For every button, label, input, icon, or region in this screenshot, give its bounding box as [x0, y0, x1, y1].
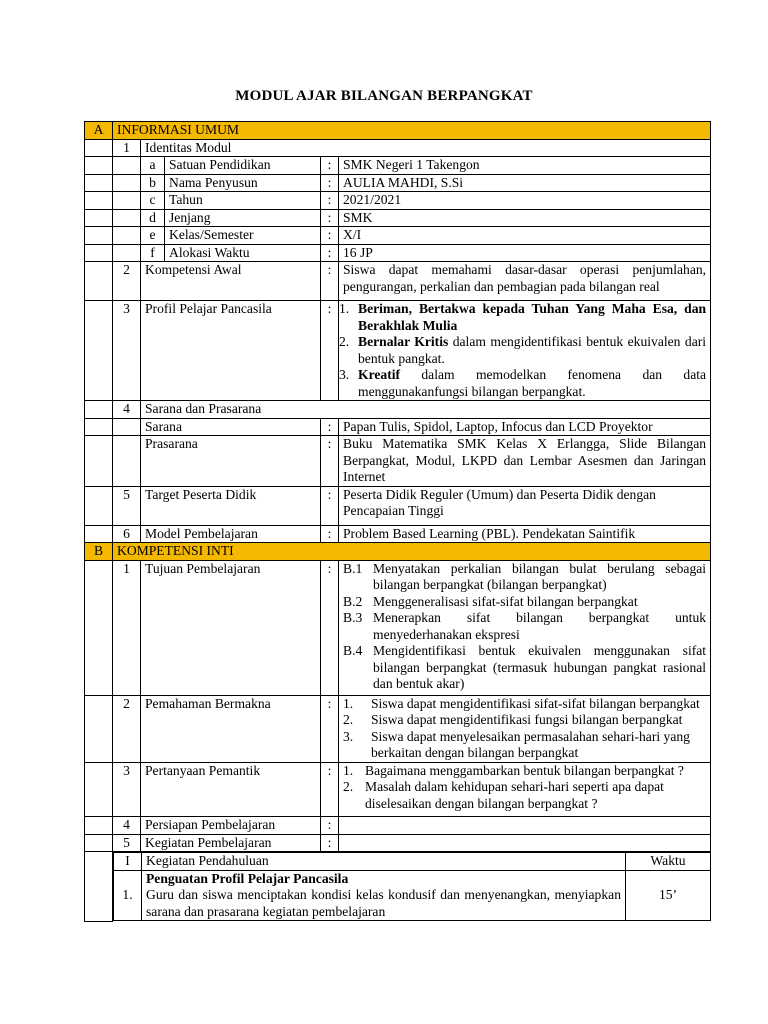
- row-label: Tujuan Pembelajaran: [141, 560, 321, 695]
- table-row: [85, 418, 711, 436]
- module-table: [84, 121, 711, 922]
- colon: :: [321, 486, 339, 525]
- identity-value: 2021/2021: [339, 192, 711, 210]
- row-label: Pemahaman Bermakna: [141, 695, 321, 762]
- colon: :: [321, 525, 339, 543]
- identity-label: Kelas/Semester: [165, 227, 321, 245]
- identity-row: [85, 209, 711, 227]
- table-row: [85, 817, 711, 835]
- colon: :: [321, 227, 339, 245]
- list-item: 3. Kreatif dalam memodelkan fenomena dan data menggunakanfungsi bilangan berpangkat.: [339, 367, 707, 399]
- list-item: 1. Beriman, Bertakwa kepada Tuhan Yang Maha Esa, dan Berakhlak Mulia: [339, 301, 707, 333]
- table-row: [85, 401, 711, 419]
- row-label: Kompetensi Awal: [141, 262, 321, 301]
- row-number: 3: [113, 762, 141, 817]
- target-value: Peserta Didik Reguler (Umum) dan Peserta Didik dengan Pencapaian Tinggi: [339, 486, 711, 525]
- identity-letter: d: [141, 209, 165, 227]
- activity-label: Kegiatan Pendahuluan: [142, 853, 626, 871]
- sarana-value: Papan Tulis, Spidol, Laptop, Infocus dan LCD Proyektor: [339, 418, 711, 436]
- identity-value: AULIA MAHDI, S.Si: [339, 174, 711, 192]
- table-row: [85, 852, 711, 922]
- sarana-label: Sarana: [141, 418, 321, 436]
- colon: :: [321, 436, 339, 487]
- activity-roman: I: [114, 853, 142, 871]
- identity-label: Alokasi Waktu: [165, 244, 321, 262]
- identity-row: [85, 157, 711, 175]
- activity-number: 1.: [114, 870, 142, 921]
- colon: :: [321, 209, 339, 227]
- list-item: 1. Siswa dapat mengidentifikasi sifat-sifat bilangan berpangkat: [343, 695, 700, 711]
- table-row: [85, 695, 711, 762]
- table-row: [85, 762, 711, 817]
- tujuan-list: [339, 560, 711, 695]
- row-number: 3: [113, 301, 141, 401]
- profil-list: [341, 301, 706, 400]
- list-item: 2. Masalah dalam kehidupan sehari-hari seperti apa dapat diselesaikan dengan bilangan berpangkat ?: [343, 779, 664, 811]
- row-label: Sarana dan Prasarana: [141, 401, 711, 419]
- row-number: 4: [113, 401, 141, 419]
- activity-time: 15’: [626, 870, 711, 921]
- identity-row: [85, 192, 711, 210]
- pemantik-list: [339, 762, 711, 817]
- identity-value: SMK: [339, 209, 711, 227]
- colon: :: [321, 762, 339, 817]
- row-number: 4: [113, 817, 141, 835]
- identity-label: Jenjang: [165, 209, 321, 227]
- table-row: [85, 139, 711, 157]
- table-row: [85, 436, 711, 487]
- identity-letter: e: [141, 227, 165, 245]
- row-number: 6: [113, 525, 141, 543]
- list-item: B.4 Mengidentifikasi bentuk ekuivalen menggunakan sifat bilangan berpangkat (termasuk hubungan pangkat rasional dan bentuk akar): [343, 643, 707, 691]
- row-label: Target Peserta Didik: [141, 486, 321, 525]
- prasarana-value: Buku Matematika SMK Kelas X Erlangga, Slide Bilangan Berpangkat, Modul, LKPD dan Lembar Asesmen dan Jaringan Internet: [339, 436, 711, 487]
- activity-text: Guru dan siswa menciptakan kondisi kelas kondusif dan menyenangkan, menyiapkan sarana dan prasarana kegiatan pembelajaran: [146, 887, 621, 919]
- table-row: [85, 560, 711, 695]
- colon: :: [321, 834, 339, 852]
- table-row: [85, 525, 711, 543]
- identity-label: Satuan Pendidikan: [165, 157, 321, 175]
- colon: :: [321, 301, 339, 401]
- identity-value: 16 JP: [339, 244, 711, 262]
- row-number: 1: [113, 139, 141, 157]
- identity-row: [85, 244, 711, 262]
- page-title: MODUL AJAR BILANGAN BERPANGKAT: [235, 88, 533, 104]
- list-item: 2. Siswa dapat mengidentifikasi fungsi bilangan berpangkat: [343, 712, 683, 727]
- identity-label: Nama Penyusun: [165, 174, 321, 192]
- table-row: [85, 834, 711, 852]
- table-row: [85, 262, 711, 301]
- colon: :: [321, 192, 339, 210]
- section-b-header: [85, 543, 711, 561]
- list-item: B.3 Menerapkan sifat bilangan berpangkat untuk menyederhanakan ekspresi: [343, 610, 707, 642]
- model-value: Problem Based Learning (PBL). Pendekatan Saintifik: [339, 525, 711, 543]
- row-label: Identitas Modul: [141, 139, 711, 157]
- row-number: 2: [113, 695, 141, 762]
- row-label: Persiapan Pembelajaran: [141, 817, 321, 835]
- list-item: B.1 Menyatakan perkalian bilangan bulat berulang sebagai bilangan berpangkat (bilangan berpangkat): [343, 560, 707, 592]
- table-row: [85, 486, 711, 525]
- list-item: 3. Siswa dapat menyelesaikan permasalahan sehari-hari yang berkaitan dengan bilangan berpangkat: [343, 728, 690, 760]
- section-letter: B: [85, 543, 113, 561]
- identity-letter: b: [141, 174, 165, 192]
- section-letter: A: [85, 122, 113, 140]
- section-title: KOMPETENSI INTI: [113, 543, 711, 561]
- section-title: INFORMASI UMUM: [113, 122, 711, 140]
- row-number: 5: [113, 834, 141, 852]
- colon: :: [321, 560, 339, 695]
- list-item: 1. Bagaimana menggambarkan bentuk bilangan berpangkat ?: [343, 762, 684, 778]
- colon: :: [321, 174, 339, 192]
- activity-row: [114, 870, 711, 921]
- colon: :: [321, 418, 339, 436]
- list-item: B.2 Menggeneralisasi sifat-sifat bilangan berpangkat: [343, 593, 638, 609]
- time-header: Waktu: [626, 853, 711, 871]
- colon: :: [321, 157, 339, 175]
- activity-heading: Penguatan Profil Pelajar Pancasila: [146, 870, 349, 886]
- row-number: 1: [113, 560, 141, 695]
- colon: :: [321, 695, 339, 762]
- row-number: 5: [113, 486, 141, 525]
- table-row: [85, 301, 711, 401]
- identity-label: Tahun: [165, 192, 321, 210]
- activity-table: [113, 852, 711, 921]
- prasarana-label: Prasarana: [141, 436, 321, 487]
- row-label: Pertanyaan Pemantik: [141, 762, 321, 817]
- identity-letter: a: [141, 157, 165, 175]
- pemahaman-list: [339, 695, 711, 762]
- identity-row: [85, 174, 711, 192]
- colon: :: [321, 817, 339, 835]
- colon: :: [321, 244, 339, 262]
- identity-value: SMK Negeri 1 Takengon: [339, 157, 711, 175]
- identity-row: [85, 227, 711, 245]
- activity-content: [142, 870, 626, 921]
- colon: :: [321, 262, 339, 301]
- row-number: 2: [113, 262, 141, 301]
- identity-value: X/I: [339, 227, 711, 245]
- section-a-header: [85, 122, 711, 140]
- identity-letter: f: [141, 244, 165, 262]
- row-label: Profil Pelajar Pancasila: [141, 301, 321, 401]
- row-label: Model Pembelajaran: [141, 525, 321, 543]
- kompetensi-awal-text: Siswa dapat memahami dasar-dasar operasi penjumlahan, pengurangan, perkalian dan pembagian pada bilangan real: [339, 262, 711, 301]
- row-label: Kegiatan Pembelajaran: [141, 834, 321, 852]
- list-item: 2. Bernalar Kritis dalam mengidentifikasi bentuk ekuivalen dari bentuk pangkat.: [339, 334, 707, 366]
- activity-header-row: [114, 853, 711, 871]
- identity-letter: c: [141, 192, 165, 210]
